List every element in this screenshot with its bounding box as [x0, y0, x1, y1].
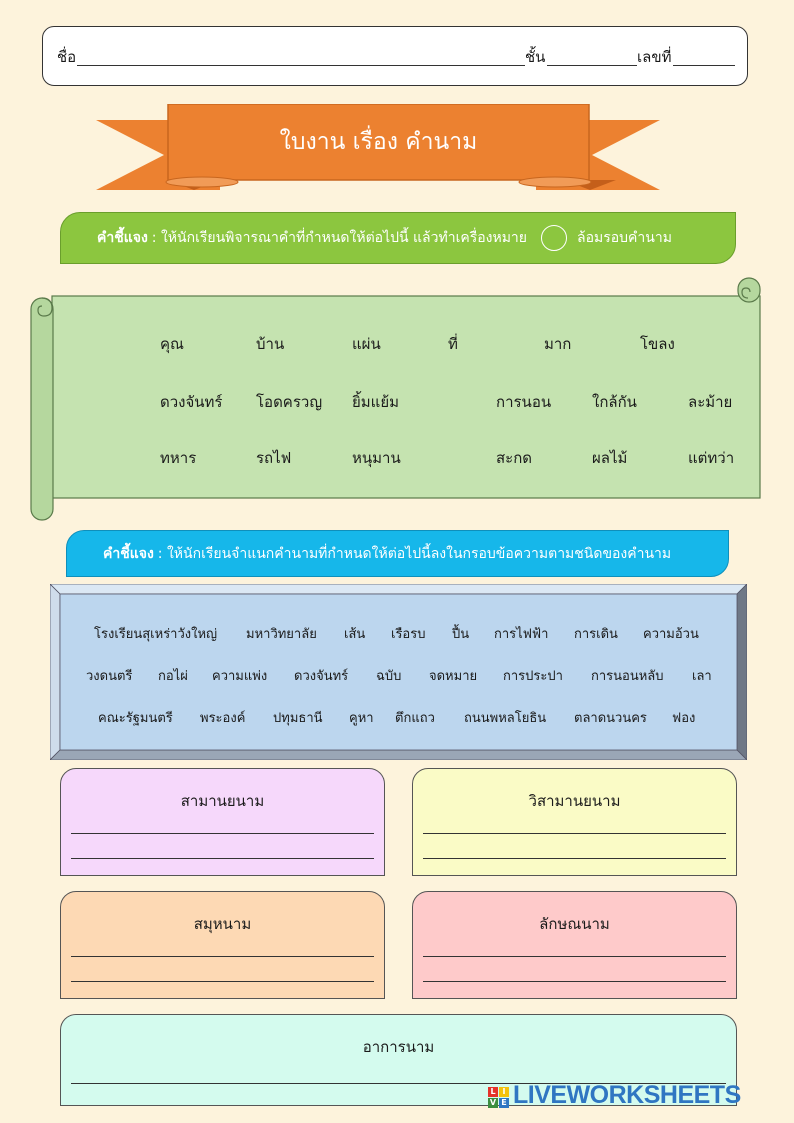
noun-word: มหาวิทยาลัย	[246, 627, 317, 642]
student-info-box	[42, 26, 748, 86]
logo-tile: V	[489, 1098, 497, 1107]
instruction-2-text: : ให้นักเรียนจำแนกคำนามที่กำหนดให้ต่อไปนี้ลงในกรอบข้อความตามชนิดของคำนาม	[157, 545, 672, 562]
noun-word: พระองค์	[200, 711, 246, 726]
category-title: วิสามานยนาม	[528, 792, 621, 810]
scroll-word[interactable]: บ้าน	[256, 335, 285, 353]
noun-word: ถนนพหลโยธิน	[464, 711, 547, 726]
answer-line[interactable]	[423, 833, 726, 834]
noun-word: ความแพ่ง	[212, 669, 268, 684]
scroll-word[interactable]: โขลง	[640, 335, 675, 353]
scroll-word[interactable]: คุณ	[160, 335, 184, 353]
scroll-word[interactable]: หนุมาน	[352, 449, 401, 467]
logo-tile: I	[499, 1087, 509, 1097]
class-input-line[interactable]	[547, 65, 637, 66]
circle-mark-icon	[541, 225, 567, 251]
liveworksheets-logo	[488, 1083, 784, 1113]
noun-word: วงดนตรี	[86, 669, 133, 684]
scroll-word[interactable]: มาก	[544, 335, 572, 353]
category-box-collective-noun	[60, 891, 385, 999]
category-box-common-noun	[60, 768, 385, 876]
noun-word: จดหมาย	[429, 669, 478, 684]
scroll-word[interactable]: ดวงจันทร์	[160, 393, 223, 411]
logo-tile: L	[488, 1087, 498, 1097]
scroll-word[interactable]: ใกล้กัน	[592, 393, 637, 411]
noun-word: คณะรัฐมนตรี	[98, 711, 173, 726]
noun-word: ฟอง	[672, 711, 696, 726]
noun-word: คูหา	[349, 711, 374, 726]
instruction-1-text: : ให้นักเรียนพิจารณาคำที่กำหนดให้ต่อไปนี้ แล้วทำเครื่องหมาย	[151, 230, 528, 246]
answer-line[interactable]	[71, 833, 374, 834]
noun-word: เส้น	[344, 627, 366, 642]
noun-word: ปทุมธานี	[273, 711, 323, 726]
scroll-word[interactable]: รถไฟ	[256, 449, 292, 467]
scroll-word[interactable]: โอดครวญ	[256, 393, 323, 411]
noun-word: เลา	[692, 669, 712, 684]
scroll-word[interactable]: สะกด	[496, 449, 533, 467]
answer-line[interactable]	[423, 858, 726, 859]
category-title: สมุหนาม	[193, 915, 252, 933]
answer-line[interactable]	[423, 956, 726, 957]
category-title: อาการนาม	[362, 1038, 435, 1056]
scroll-word[interactable]: แต่ทว่า	[688, 449, 735, 467]
scroll-word[interactable]: ที่	[448, 335, 458, 353]
worksheet-title: ใบงาน เรื่อง คำนาม	[279, 129, 478, 155]
scroll-word[interactable]: แผ่น	[352, 335, 381, 353]
answer-line[interactable]	[71, 858, 374, 859]
instruction-1-label: คำชี้แจง	[97, 230, 148, 246]
noun-word: ดวงจันทร์	[294, 669, 349, 684]
category-box-classifier-noun	[412, 891, 737, 999]
category-title: สามานยนาม	[180, 792, 265, 810]
class-label: ชั้น	[525, 48, 546, 66]
scroll-word[interactable]: ยิ้มแย้ม	[352, 393, 400, 411]
answer-line[interactable]	[423, 981, 726, 982]
scroll-word[interactable]: ละม้าย	[688, 393, 733, 411]
noun-word: ฉบับ	[376, 669, 402, 684]
number-label: เลขที่	[637, 48, 672, 66]
noun-word: ปื้น	[452, 627, 470, 642]
instruction-2-label: คำชี้แจง	[103, 545, 154, 562]
category-box-proper-noun	[412, 768, 737, 876]
noun-word: เรือรบ	[391, 627, 426, 642]
noun-word: ตลาดนวนคร	[574, 711, 647, 726]
instruction-bar-1	[60, 212, 736, 264]
instruction-bar-2	[66, 530, 729, 577]
noun-word: การเดิน	[574, 627, 618, 642]
noun-word: โรงเรียนสุเหร่าวังใหญ่	[94, 627, 218, 642]
logo-tile: E	[499, 1098, 509, 1108]
title-banner	[94, 104, 662, 196]
noun-word: ความอ้วน	[643, 627, 699, 642]
noun-word: กอไผ่	[158, 669, 188, 684]
noun-word: การไฟฟ้า	[494, 627, 549, 642]
category-title: ลักษณนาม	[539, 915, 610, 933]
name-input-line[interactable]	[77, 65, 525, 66]
noun-word: การประปา	[503, 669, 563, 684]
number-input-line[interactable]	[673, 65, 735, 66]
noun-list-box	[50, 584, 747, 760]
noun-word: การนอนหลับ	[591, 669, 664, 684]
scroll-word[interactable]: การนอน	[496, 393, 552, 411]
logo-text: LIVEWORKSHEETS	[513, 1081, 741, 1109]
instruction-1-text-after: ล้อมรอบคำนาม	[577, 230, 672, 246]
noun-word: ตึกแถว	[395, 711, 435, 726]
answer-line[interactable]	[71, 981, 374, 982]
answer-line[interactable]	[71, 956, 374, 957]
name-label: ชื่อ	[57, 48, 77, 66]
scroll-word[interactable]: ทหาร	[160, 449, 197, 467]
scroll-word[interactable]: ผลไม้	[592, 449, 628, 467]
word-scroll	[30, 276, 762, 524]
